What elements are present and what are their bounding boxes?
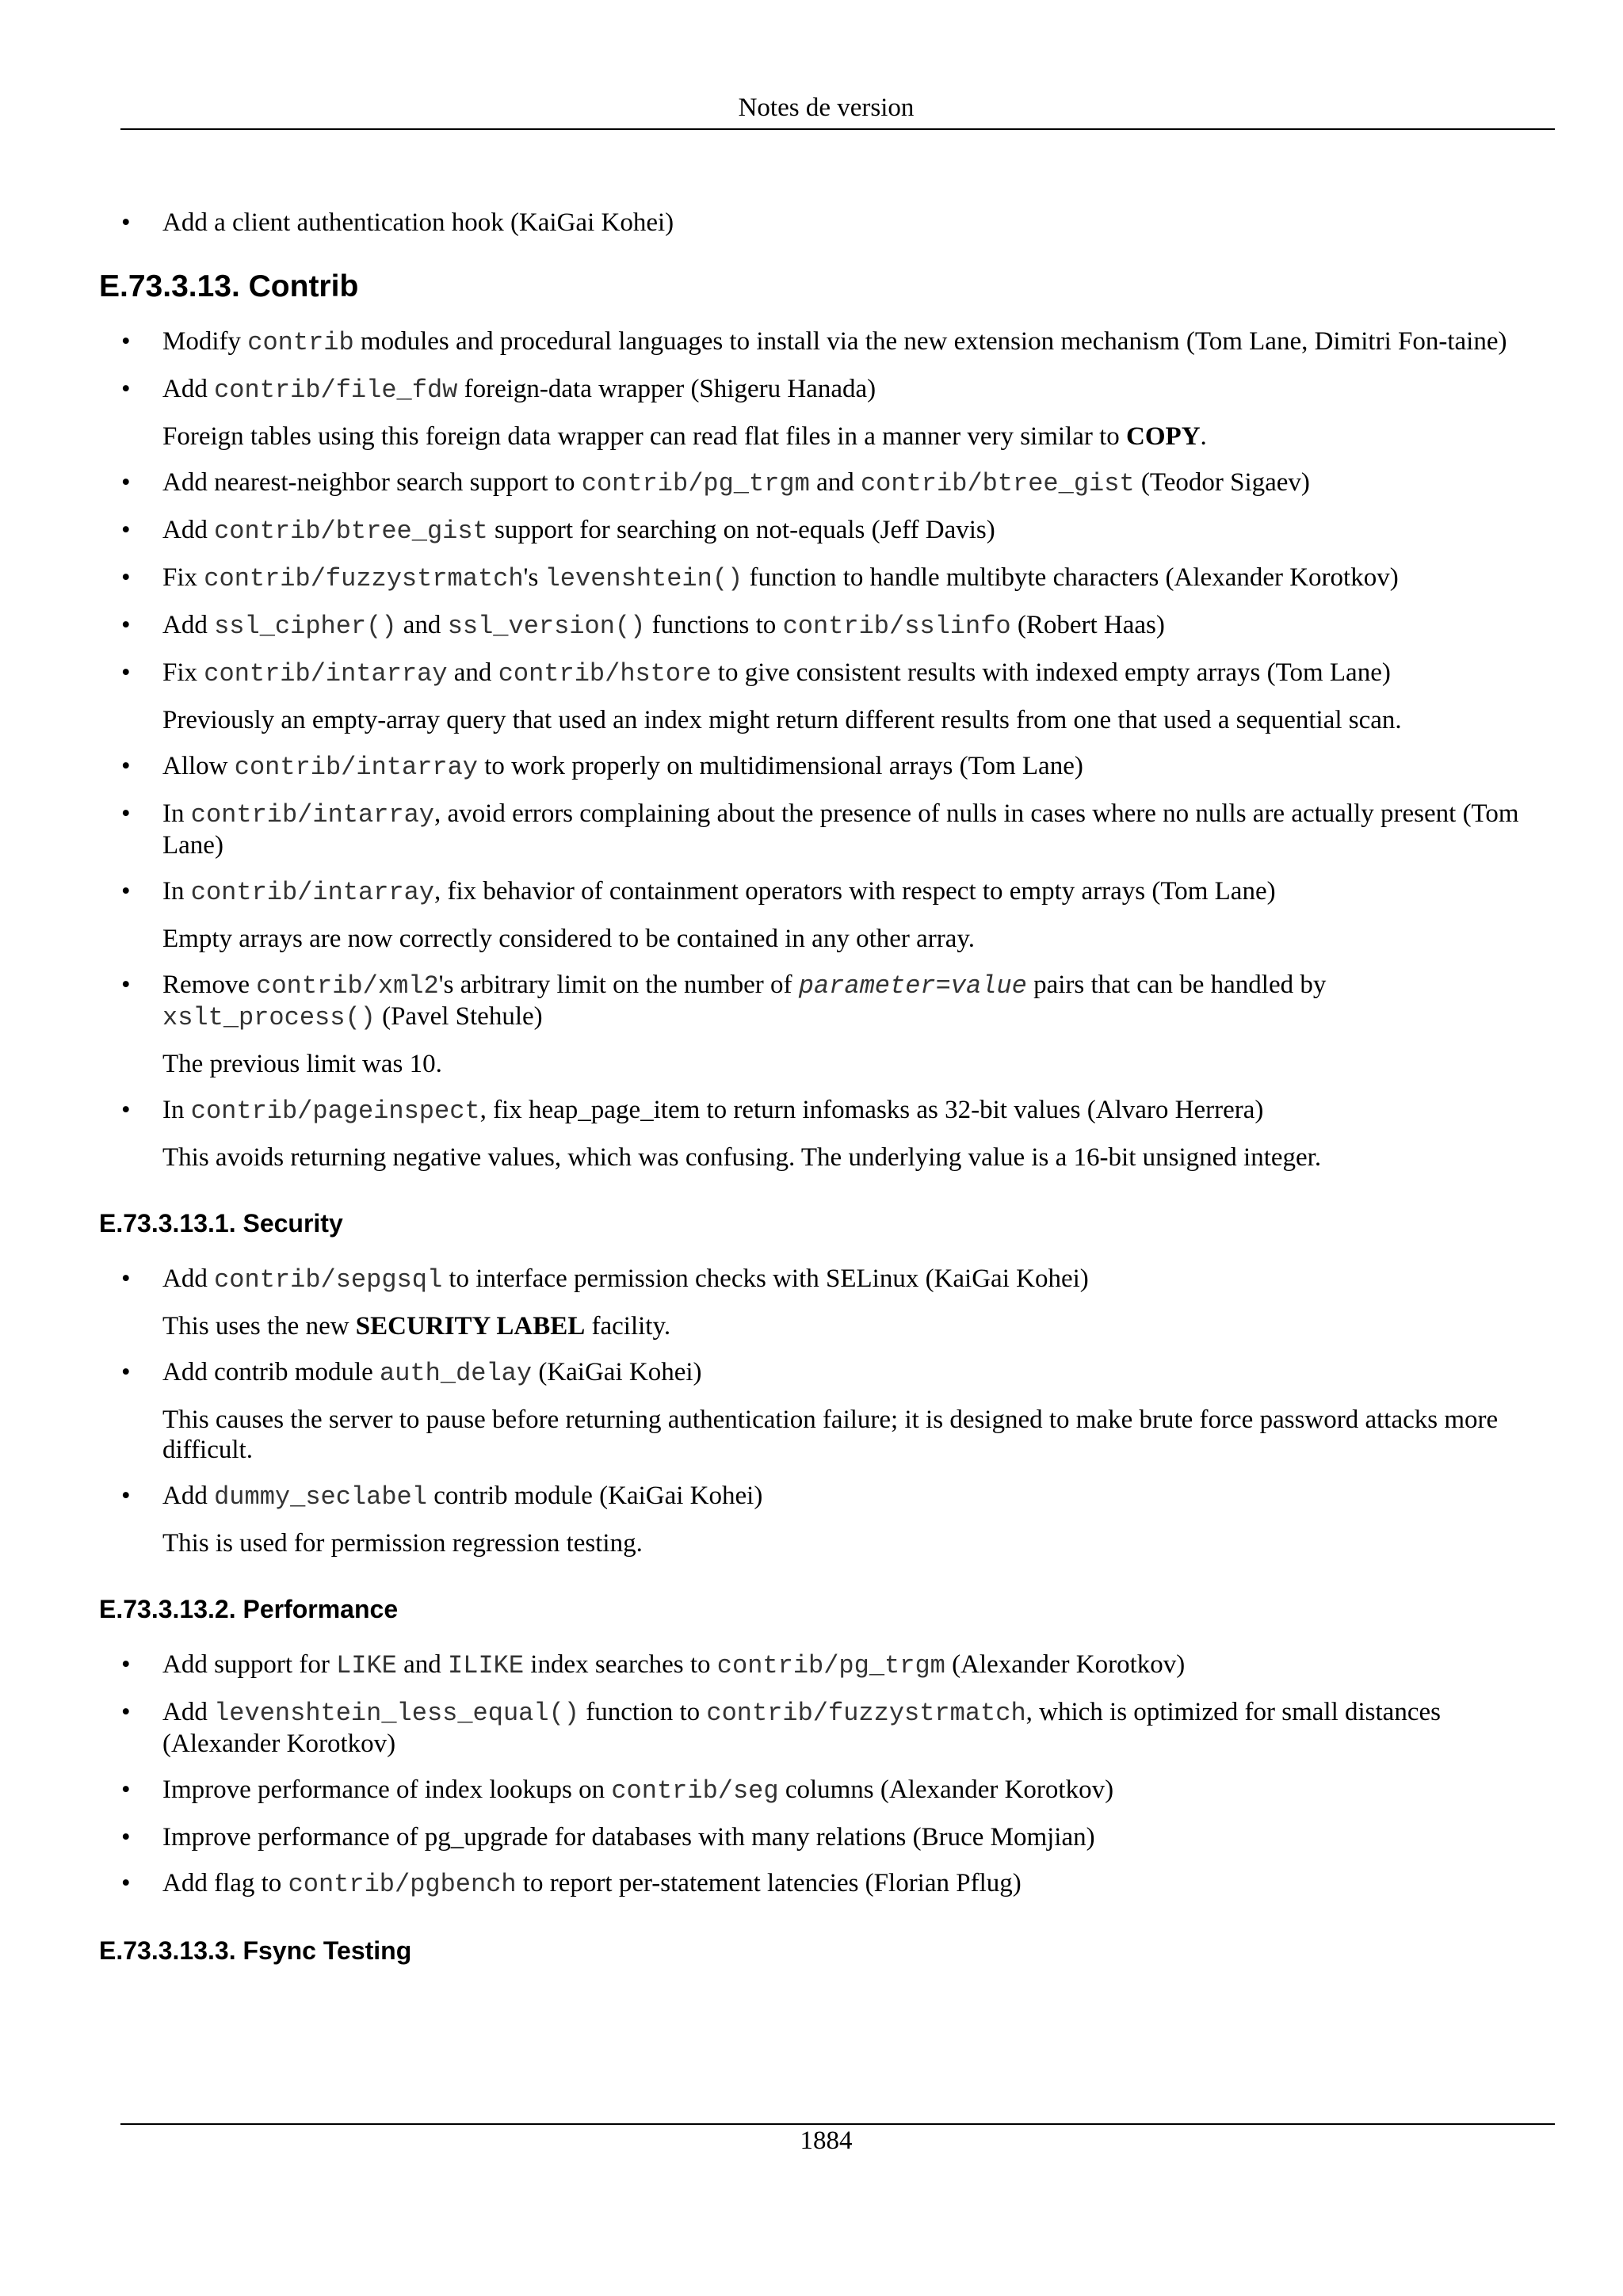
section-heading-performance: E.73.3.13.2. Performance — [99, 1595, 399, 1623]
item-text: Add a client authentication hook (KaiGai Kohei) — [162, 208, 674, 237]
code-term: contrib/sslinfo — [782, 612, 1011, 641]
code-term: dummy_seclabel — [214, 1482, 427, 1512]
item-note: This uses the new SECURITY LABEL facility. — [162, 1312, 671, 1341]
header-rule — [120, 128, 1555, 130]
code-term: ssl_cipher() — [214, 612, 397, 641]
list-item: • Fix contrib/fuzzystrmatch's levenshtein() function to handle multibyte characters (Alexander Korotkov) — [99, 563, 1537, 594]
item-note: Empty arrays are now correctly considered to be contained in any other array. — [162, 925, 976, 953]
list-item: • Modify contrib modules and procedural languages to install via the new extension mechanism (Tom Lane, Dimitri Fon-taine) — [99, 326, 1537, 358]
code-term: contrib/pageinspect — [190, 1097, 480, 1126]
code-term: contrib/btree_gist — [214, 517, 488, 546]
section-heading-security: E.73.3.13.1. Security — [99, 1209, 343, 1238]
list-item: • In contrib/intarray, fix behavior of containment operators with respect to empty arrays (Tom Lane) Empty arrays are now correctly considered to be contained in any other array. — [99, 876, 1537, 954]
code-term: contrib/file_fdw — [214, 376, 458, 405]
list-item: • Add support for LIKE and ILIKE index searches to contrib/pg_trgm (Alexander Korotkov) — [99, 1650, 1537, 1681]
page-content — [99, 208, 1537, 1991]
section-heading-fsync: E.73.3.13.3. Fsync Testing — [99, 1936, 412, 1965]
security-list — [99, 1264, 1537, 1558]
intro-list — [99, 208, 1537, 238]
performance-list — [99, 1650, 1537, 1900]
list-item: • In contrib/pageinspect, fix heap_page_item to return infomasks as 32-bit values (Alvaro Herrera) This avoids returning negative values, which was confusing. The underlying value is a 16-bit unsigned integer. — [99, 1095, 1537, 1173]
list-item: • Improve performance of pg_upgrade for databases with many relations (Bruce Momjian) — [99, 1822, 1537, 1852]
code-term: contrib/intarray — [190, 800, 434, 830]
code-term: contrib/seg — [611, 1776, 779, 1806]
list-item: • Remove contrib/xml2's arbitrary limit on the number of parameter=value pairs that can be handled by xslt_process() (Pavel Stehule) The previous limit was 10. — [99, 970, 1537, 1079]
list-item: • Improve performance of index lookups on contrib/seg columns (Alexander Korotkov) — [99, 1775, 1537, 1806]
code-term: levenshtein_less_equal() — [214, 1699, 579, 1728]
code-term: contrib/fuzzystrmatch — [706, 1699, 1026, 1728]
code-term: auth_delay — [380, 1359, 533, 1388]
code-term: contrib/fuzzystrmatch — [204, 564, 524, 593]
code-term: contrib/intarray — [234, 753, 478, 782]
code-term: contrib — [247, 328, 354, 357]
item-note: This is used for permission regression testing. — [162, 1529, 643, 1558]
list-item: • Allow contrib/intarray to work properly on multidimensional arrays (Tom Lane) — [99, 751, 1537, 783]
item-note: This causes the server to pause before returning authentication failure; it is designed to make brute force password attacks more difficult. — [162, 1405, 1499, 1464]
code-term: ssl_version() — [447, 612, 646, 641]
list-item: • Add dummy_seclabel contrib module (KaiGai Kohei) This is used for permission regression testing. — [99, 1481, 1537, 1558]
running-header: Notes de version — [738, 93, 915, 122]
section-heading-contrib: E.73.3.13. Contrib — [99, 269, 359, 303]
code-term: contrib/pgbench — [288, 1870, 517, 1899]
command-term: COPY — [1126, 422, 1201, 451]
code-term: = — [935, 971, 951, 1001]
command-term: SECURITY LABEL — [355, 1312, 586, 1341]
code-term: contrib/intarray — [204, 659, 448, 688]
page-number: 1884 — [800, 2126, 853, 2155]
list-item — [99, 208, 1537, 238]
list-item: • In contrib/intarray, avoid errors complaining about the presence of nulls in cases where no nulls are actually present (Tom Lane) — [99, 799, 1537, 860]
code-term: contrib/sepgsql — [214, 1265, 443, 1295]
code-term: ILIKE — [448, 1651, 525, 1680]
code-term: LIKE — [336, 1651, 397, 1680]
list-item: • Add contrib/sepgsql to interface permission checks with SELinux (KaiGai Kohei) This uses the new SECURITY LABEL facility. — [99, 1264, 1537, 1341]
footer-rule — [120, 2123, 1555, 2125]
code-term: xslt_process() — [162, 1003, 376, 1032]
code-term: contrib/xml2 — [256, 971, 439, 1001]
code-term: contrib/pg_trgm — [716, 1651, 945, 1680]
item-note: The previous limit was 10. — [162, 1050, 442, 1078]
list-item: • Fix contrib/intarray and contrib/hstore to give consistent results with indexed empty arrays (Tom Lane) Previously an empty-array query that used an index might return different results from one that used a sequential scan. — [99, 658, 1537, 735]
list-item: • Add flag to contrib/pgbench to report per-statement latencies (Florian Pflug) — [99, 1868, 1537, 1900]
code-term: contrib/hstore — [498, 659, 712, 688]
item-note: This avoids returning negative values, which was confusing. The underlying value is a 16-bit unsigned integer. — [162, 1143, 1322, 1172]
code-term: levenshtein() — [544, 564, 743, 593]
code-term: contrib/intarray — [190, 878, 434, 907]
code-term: contrib/btree_gist — [860, 469, 1135, 498]
item-note: Foreign tables using this foreign data wrapper can read flat files in a manner very similar to COPY. — [162, 422, 1207, 451]
list-item: • Add ssl_cipher() and ssl_version() functions to contrib/sslinfo (Robert Haas) — [99, 610, 1537, 642]
list-item: • Add levenshtein_less_equal() function to contrib/fuzzystrmatch, which is optimized for small distances (Alexander Korotkov) — [99, 1697, 1537, 1759]
list-item: • Add nearest-neighbor search support to contrib/pg_trgm and contrib/btree_gist (Teodor Sigaev) — [99, 467, 1537, 499]
list-item: • Add contrib/btree_gist support for searching on not-equals (Jeff Davis) — [99, 515, 1537, 547]
contrib-list — [99, 326, 1537, 1173]
list-item: • Add contrib/file_fdw foreign-data wrapper (Shigeru Hanada) Foreign tables using this foreign data wrapper can read flat files in a manner very similar to COPY. — [99, 374, 1537, 452]
list-item: • Add contrib module auth_delay (KaiGai Kohei) This causes the server to pause before returning authentication failure; it is designed to make brute force password attacks more difficult. — [99, 1357, 1537, 1465]
code-param: value — [950, 971, 1027, 1001]
item-note: Previously an empty-array query that used an index might return different results from one that used a sequential scan. — [162, 706, 1402, 734]
code-param: parameter — [798, 971, 936, 1001]
code-term: contrib/pg_trgm — [581, 469, 810, 498]
